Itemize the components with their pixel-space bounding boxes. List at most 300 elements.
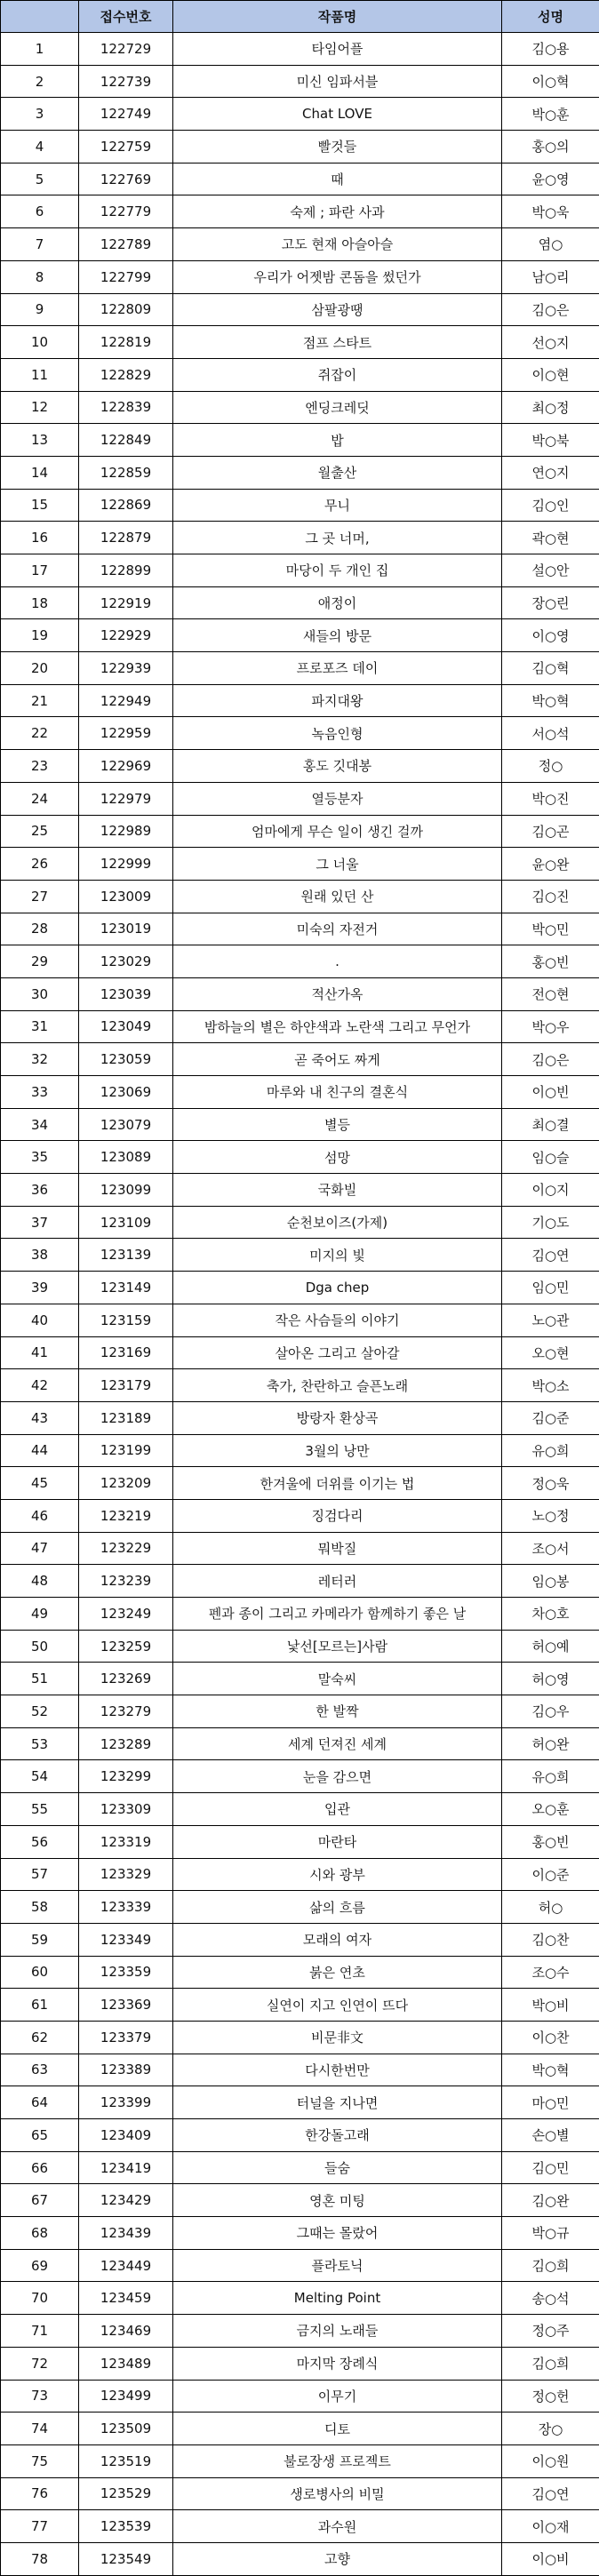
cell-title: Melting Point [173, 2282, 502, 2315]
cell-title: 레터러 [173, 1565, 502, 1598]
header-title: 작품명 [173, 1, 502, 33]
cell-title: 살아온 그리고 살아갈 [173, 1336, 502, 1369]
cell-name: 이○원 [502, 2444, 599, 2477]
table-row [1, 2249, 599, 2282]
cell-receipt-no: 122839 [79, 391, 173, 424]
cell-index: 53 [1, 1727, 79, 1760]
cell-title: 삶의 흐름 [173, 1891, 502, 1924]
cell-receipt-no: 122749 [79, 98, 173, 131]
cell-title: 밥 [173, 424, 502, 457]
table-row [1, 456, 599, 489]
cell-title: 프로포즈 데이 [173, 652, 502, 685]
cell-name: 김○곤 [502, 815, 599, 848]
cell-name: 장○ [502, 2413, 599, 2445]
cell-name: 김○준 [502, 1401, 599, 1434]
cell-receipt-no: 122819 [79, 326, 173, 359]
table-row [1, 1076, 599, 1109]
table-row [1, 326, 599, 359]
cell-receipt-no: 122769 [79, 163, 173, 195]
cell-name: 김○인 [502, 489, 599, 522]
table-row [1, 684, 599, 717]
table-row [1, 1695, 599, 1728]
cell-name: 오○현 [502, 1336, 599, 1369]
cell-title: 생로병사의 비밀 [173, 2477, 502, 2510]
cell-name: 박○북 [502, 424, 599, 457]
cell-receipt-no: 123349 [79, 1923, 173, 1956]
cell-index: 23 [1, 750, 79, 783]
cell-index: 77 [1, 2510, 79, 2543]
table-row [1, 619, 599, 652]
cell-index: 54 [1, 1760, 79, 1793]
cell-name: 정○욱 [502, 1467, 599, 1500]
header-index [1, 1, 79, 33]
table-row [1, 131, 599, 163]
cell-index: 70 [1, 2282, 79, 2315]
cell-name: 이○지 [502, 1174, 599, 1207]
cell-title: 미지의 빛 [173, 1239, 502, 1272]
cell-title: 그 곳 너머, [173, 522, 502, 554]
cell-title: 열등분자 [173, 782, 502, 815]
cell-title: 밤하늘의 별은 하얀색과 노란색 그리고 무언가 [173, 1010, 502, 1043]
cell-receipt-no: 123459 [79, 2282, 173, 2315]
cell-receipt-no: 122739 [79, 65, 173, 98]
cell-name: 홍○빈 [502, 1825, 599, 1858]
table-row [1, 2021, 599, 2054]
cell-title: 낯선[모르는]사람 [173, 1630, 502, 1663]
cell-index: 61 [1, 1989, 79, 2022]
cell-receipt-no: 123229 [79, 1532, 173, 1565]
cell-name: 허○완 [502, 1727, 599, 1760]
table-row [1, 2282, 599, 2315]
cell-index: 36 [1, 1174, 79, 1207]
table-row [1, 1858, 599, 1891]
table-row [1, 98, 599, 131]
cell-name: 이○혁 [502, 65, 599, 98]
cell-index: 20 [1, 652, 79, 685]
table-row [1, 1532, 599, 1565]
cell-index: 76 [1, 2477, 79, 2510]
cell-receipt-no: 123419 [79, 2151, 173, 2184]
cell-index: 37 [1, 1206, 79, 1239]
cell-title: 붉은 연초 [173, 1956, 502, 1989]
cell-title: 비문非文 [173, 2021, 502, 2054]
cell-name: 김○은 [502, 1043, 599, 1076]
cell-receipt-no: 123189 [79, 1401, 173, 1434]
table-row [1, 1630, 599, 1663]
cell-receipt-no: 122989 [79, 815, 173, 848]
cell-index: 42 [1, 1369, 79, 1402]
table-row [1, 2217, 599, 2250]
table-row [1, 1825, 599, 1858]
table-row [1, 1923, 599, 1956]
cell-index: 14 [1, 456, 79, 489]
cell-receipt-no: 123099 [79, 1174, 173, 1207]
cell-title: 뭐박질 [173, 1532, 502, 1565]
table-row [1, 1565, 599, 1598]
table-row [1, 1499, 599, 1532]
cell-title: 새들의 방문 [173, 619, 502, 652]
table-row [1, 522, 599, 554]
cell-index: 39 [1, 1272, 79, 1304]
cell-receipt-no: 123039 [79, 977, 173, 1010]
table-row [1, 2510, 599, 2543]
cell-index: 46 [1, 1499, 79, 1532]
table-row [1, 1401, 599, 1434]
cell-title: 점프 스타트 [173, 326, 502, 359]
cell-title: 말숙씨 [173, 1663, 502, 1695]
table-row [1, 586, 599, 619]
cell-name: 송○석 [502, 2282, 599, 2315]
cell-receipt-no: 123339 [79, 1891, 173, 1924]
cell-name: 손○별 [502, 2119, 599, 2152]
cell-receipt-no: 123149 [79, 1272, 173, 1304]
cell-title: 곧 죽어도 짜게 [173, 1043, 502, 1076]
header-row [1, 1, 599, 33]
cell-name: 조○서 [502, 1532, 599, 1565]
cell-receipt-no: 122959 [79, 717, 173, 750]
cell-title: 고향 [173, 2542, 502, 2575]
table-row [1, 2315, 599, 2348]
cell-name: 이○비 [502, 2542, 599, 2575]
cell-receipt-no: 122759 [79, 131, 173, 163]
cell-name: 홍○빈 [502, 945, 599, 978]
cell-name: 남○리 [502, 260, 599, 293]
cell-receipt-no: 123319 [79, 1825, 173, 1858]
cell-index: 3 [1, 98, 79, 131]
table-row [1, 945, 599, 978]
table-row [1, 1369, 599, 1402]
table-row [1, 1304, 599, 1336]
table-row [1, 652, 599, 685]
cell-receipt-no: 123079 [79, 1108, 173, 1141]
table-row [1, 554, 599, 587]
table-row [1, 880, 599, 913]
cell-index: 52 [1, 1695, 79, 1728]
table-row [1, 2347, 599, 2380]
cell-receipt-no: 123469 [79, 2315, 173, 2348]
table-row [1, 1043, 599, 1076]
cell-name: 윤○영 [502, 163, 599, 195]
cell-index: 1 [1, 33, 79, 66]
cell-receipt-no: 122899 [79, 554, 173, 587]
cell-receipt-no: 122939 [79, 652, 173, 685]
cell-index: 63 [1, 2054, 79, 2086]
cell-name: 노○관 [502, 1304, 599, 1336]
cell-title: 홍도 깃대봉 [173, 750, 502, 783]
table-row [1, 293, 599, 326]
cell-name: 김○우 [502, 1695, 599, 1728]
cell-receipt-no: 123439 [79, 2217, 173, 2250]
cell-name: 김○연 [502, 2477, 599, 2510]
cell-name: 이○재 [502, 2510, 599, 2543]
cell-name: 김○희 [502, 2347, 599, 2380]
cell-name: 김○완 [502, 2184, 599, 2217]
cell-receipt-no: 123329 [79, 1858, 173, 1891]
cell-title: 타임어플 [173, 33, 502, 66]
cell-name: 박○진 [502, 782, 599, 815]
cell-index: 19 [1, 619, 79, 652]
cell-receipt-no: 123369 [79, 1989, 173, 2022]
cell-index: 33 [1, 1076, 79, 1109]
cell-name: 조○수 [502, 1956, 599, 1989]
cell-name: 허○영 [502, 1663, 599, 1695]
cell-index: 40 [1, 1304, 79, 1336]
cell-index: 56 [1, 1825, 79, 1858]
cell-title: 3월의 낭만 [173, 1434, 502, 1467]
cell-receipt-no: 122879 [79, 522, 173, 554]
cell-receipt-no: 122919 [79, 586, 173, 619]
cell-index: 51 [1, 1663, 79, 1695]
cell-receipt-no: 123489 [79, 2347, 173, 2380]
cell-title: 방랑자 환상곡 [173, 1401, 502, 1434]
table-row [1, 750, 599, 783]
table-row [1, 1598, 599, 1631]
cell-title: 섬망 [173, 1141, 502, 1174]
cell-name: 박○민 [502, 913, 599, 945]
cell-title: Chat LOVE [173, 98, 502, 131]
cell-name: 오○훈 [502, 1793, 599, 1826]
cell-name: 정○ [502, 750, 599, 783]
table-row [1, 1336, 599, 1369]
cell-name: 장○린 [502, 586, 599, 619]
cell-index: 59 [1, 1923, 79, 1956]
cell-index: 48 [1, 1565, 79, 1598]
cell-index: 74 [1, 2413, 79, 2445]
cell-index: 35 [1, 1141, 79, 1174]
cell-name: 홍○의 [502, 131, 599, 163]
table-row [1, 2119, 599, 2152]
cell-name: 이○찬 [502, 2021, 599, 2054]
cell-title: 월출산 [173, 456, 502, 489]
cell-name: 박○혁 [502, 2054, 599, 2086]
cell-title: 금지의 노래들 [173, 2315, 502, 2348]
cell-name: 곽○현 [502, 522, 599, 554]
cell-receipt-no: 123019 [79, 913, 173, 945]
table-row [1, 424, 599, 457]
table-row [1, 1108, 599, 1141]
cell-title: 미신 임파서블 [173, 65, 502, 98]
cell-receipt-no: 123429 [79, 2184, 173, 2217]
cell-title: 마란타 [173, 1825, 502, 1858]
cell-receipt-no: 123109 [79, 1206, 173, 1239]
cell-index: 15 [1, 489, 79, 522]
cell-name: 서○석 [502, 717, 599, 750]
table-row [1, 1141, 599, 1174]
cell-index: 4 [1, 131, 79, 163]
cell-index: 60 [1, 1956, 79, 1989]
cell-index: 22 [1, 717, 79, 750]
cell-title: 마루와 내 친구의 결혼식 [173, 1076, 502, 1109]
cell-receipt-no: 123399 [79, 2086, 173, 2119]
cell-name: 염○ [502, 228, 599, 261]
cell-index: 11 [1, 358, 79, 391]
cell-name: 박○소 [502, 1369, 599, 1402]
cell-index: 30 [1, 977, 79, 1010]
cell-index: 66 [1, 2151, 79, 2184]
cell-title: 쥐잡이 [173, 358, 502, 391]
table-body [1, 33, 599, 2576]
cell-receipt-no: 123309 [79, 1793, 173, 1826]
cell-name: 이○영 [502, 619, 599, 652]
cell-index: 17 [1, 554, 79, 587]
cell-index: 34 [1, 1108, 79, 1141]
cell-index: 58 [1, 1891, 79, 1924]
table-row [1, 195, 599, 228]
table-row [1, 1956, 599, 1989]
cell-title: 무니 [173, 489, 502, 522]
cell-receipt-no: 122869 [79, 489, 173, 522]
table-row [1, 2444, 599, 2477]
cell-receipt-no: 123259 [79, 1630, 173, 1663]
cell-index: 31 [1, 1010, 79, 1043]
table-row [1, 1663, 599, 1695]
cell-index: 71 [1, 2315, 79, 2348]
cell-receipt-no: 122859 [79, 456, 173, 489]
cell-index: 57 [1, 1858, 79, 1891]
cell-name: 박○훈 [502, 98, 599, 131]
cell-receipt-no: 123249 [79, 1598, 173, 1631]
cell-title: 파지대왕 [173, 684, 502, 717]
cell-name: 유○희 [502, 1434, 599, 1467]
cell-title: 세계 던져진 세계 [173, 1727, 502, 1760]
table-row [1, 1174, 599, 1207]
cell-index: 43 [1, 1401, 79, 1434]
cell-index: 50 [1, 1630, 79, 1663]
cell-receipt-no: 123279 [79, 1695, 173, 1728]
cell-name: 유○희 [502, 1760, 599, 1793]
cell-title: 엔딩크레딧 [173, 391, 502, 424]
cell-name: 허○예 [502, 1630, 599, 1663]
cell-index: 47 [1, 1532, 79, 1565]
cell-index: 21 [1, 684, 79, 717]
cell-title: 펜과 종이 그리고 카메라가 함께하기 좋은 날 [173, 1598, 502, 1631]
cell-name: 김○용 [502, 33, 599, 66]
cell-receipt-no: 122729 [79, 33, 173, 66]
cell-title: 축가, 찬란하고 슬픈노래 [173, 1369, 502, 1402]
cell-name: 최○결 [502, 1108, 599, 1141]
cell-name: 허○ [502, 1891, 599, 1924]
table-row [1, 1467, 599, 1500]
cell-name: 기○도 [502, 1206, 599, 1239]
table-row [1, 977, 599, 1010]
cell-receipt-no: 123029 [79, 945, 173, 978]
cell-name: 임○슬 [502, 1141, 599, 1174]
cell-index: 32 [1, 1043, 79, 1076]
table-row [1, 1239, 599, 1272]
cell-name: 박○혁 [502, 684, 599, 717]
cell-title: 마지막 장례식 [173, 2347, 502, 2380]
table-row [1, 260, 599, 293]
cell-title: 한강돌고래 [173, 2119, 502, 2152]
cell-title: 녹음인형 [173, 717, 502, 750]
cell-name: 김○희 [502, 2249, 599, 2282]
table-row [1, 2151, 599, 2184]
cell-name: 김○은 [502, 293, 599, 326]
cell-title: 눈을 감으면 [173, 1760, 502, 1793]
cell-name: 최○정 [502, 391, 599, 424]
cell-index: 9 [1, 293, 79, 326]
cell-receipt-no: 123539 [79, 2510, 173, 2543]
cell-title: 다시한번만 [173, 2054, 502, 2086]
cell-receipt-no: 122829 [79, 358, 173, 391]
table-row [1, 391, 599, 424]
table-row [1, 1272, 599, 1304]
table-row [1, 33, 599, 66]
cell-receipt-no: 123289 [79, 1727, 173, 1760]
cell-index: 26 [1, 848, 79, 881]
cell-index: 68 [1, 2217, 79, 2250]
cell-name: 박○비 [502, 1989, 599, 2022]
cell-index: 18 [1, 586, 79, 619]
cell-name: 김○연 [502, 1239, 599, 1272]
cell-title: 미숙의 자전거 [173, 913, 502, 945]
table-row [1, 717, 599, 750]
cell-index: 45 [1, 1467, 79, 1500]
cell-title: Dga chep [173, 1272, 502, 1304]
cell-receipt-no: 123009 [79, 880, 173, 913]
cell-index: 8 [1, 260, 79, 293]
cell-title: 모래의 여자 [173, 1923, 502, 1956]
cell-title: 빨것들 [173, 131, 502, 163]
cell-receipt-no: 122789 [79, 228, 173, 261]
cell-index: 7 [1, 228, 79, 261]
cell-title: 마당이 두 개인 집 [173, 554, 502, 587]
table-row [1, 489, 599, 522]
cell-receipt-no: 123389 [79, 2054, 173, 2086]
cell-title: 불로장생 프로젝트 [173, 2444, 502, 2477]
cell-title: 삼팔광땡 [173, 293, 502, 326]
cell-name: 정○헌 [502, 2380, 599, 2413]
cell-receipt-no: 123409 [79, 2119, 173, 2152]
cell-receipt-no: 123139 [79, 1239, 173, 1272]
table-row [1, 815, 599, 848]
cell-title: 시와 광부 [173, 1858, 502, 1891]
table-row [1, 2380, 599, 2413]
cell-title: 원래 있던 산 [173, 880, 502, 913]
cell-receipt-no: 123219 [79, 1499, 173, 1532]
cell-title: 엄마에게 무슨 일이 생긴 걸까 [173, 815, 502, 848]
cell-receipt-no: 123069 [79, 1076, 173, 1109]
cell-index: 75 [1, 2444, 79, 2477]
cell-title: 이무기 [173, 2380, 502, 2413]
cell-title: 징검다리 [173, 1499, 502, 1532]
cell-receipt-no: 122999 [79, 848, 173, 881]
cell-index: 64 [1, 2086, 79, 2119]
cell-receipt-no: 123519 [79, 2444, 173, 2477]
cell-name: 김○찬 [502, 1923, 599, 1956]
cell-index: 2 [1, 65, 79, 98]
cell-name: 박○욱 [502, 195, 599, 228]
cell-name: 윤○완 [502, 848, 599, 881]
cell-index: 72 [1, 2347, 79, 2380]
cell-receipt-no: 123509 [79, 2413, 173, 2445]
cell-receipt-no: 122809 [79, 293, 173, 326]
cell-title: 국화빌 [173, 1174, 502, 1207]
cell-index: 16 [1, 522, 79, 554]
cell-index: 41 [1, 1336, 79, 1369]
cell-receipt-no: 123089 [79, 1141, 173, 1174]
cell-receipt-no: 123379 [79, 2021, 173, 2054]
cell-title: 고도 현재 아슬아슬 [173, 228, 502, 261]
table-row [1, 1727, 599, 1760]
cell-index: 65 [1, 2119, 79, 2152]
cell-receipt-no: 123059 [79, 1043, 173, 1076]
cell-index: 5 [1, 163, 79, 195]
cell-name: 이○준 [502, 1858, 599, 1891]
cell-index: 13 [1, 424, 79, 457]
cell-title: 디토 [173, 2413, 502, 2445]
table-row [1, 358, 599, 391]
